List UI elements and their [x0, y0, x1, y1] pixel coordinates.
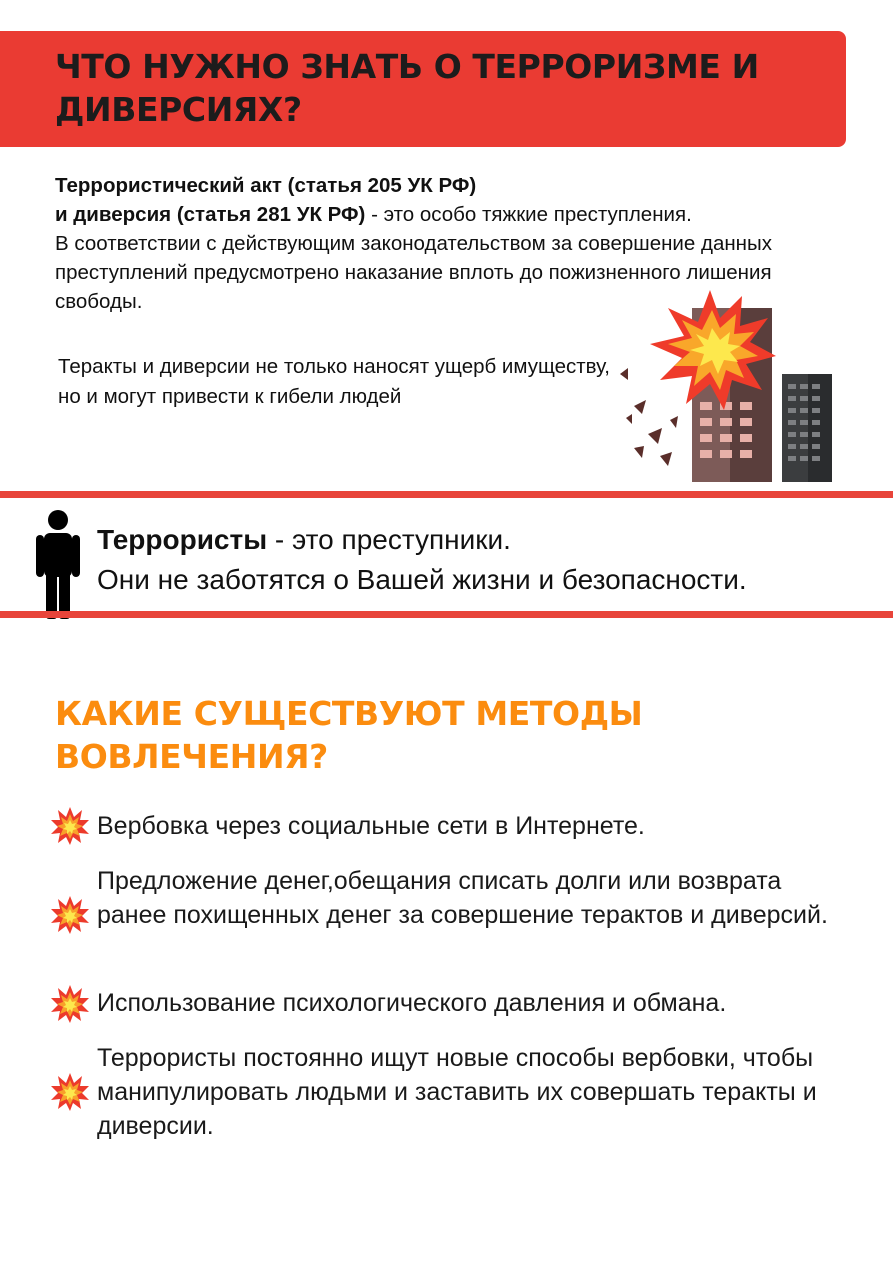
explosion-burst-icon	[50, 895, 90, 935]
intro-bold-line-2: и диверсия (статья 281 УК РФ)	[55, 203, 366, 226]
person-silhouette-icon	[36, 509, 80, 619]
warning-rest: - это преступники.	[267, 524, 511, 555]
warning-bold: Террористы	[97, 524, 268, 555]
list-item: Использование психологического давления и обмана.	[97, 989, 727, 1017]
exploding-buildings-illustration	[612, 288, 848, 488]
warning-statement	[97, 520, 887, 600]
page-title: ЧТО НУЖНО ЗНАТЬ О ТЕРРОРИЗМЕ И ДИВЕРСИЯХ?	[55, 47, 759, 129]
header-banner	[0, 31, 846, 147]
warning-line-2: Они не заботятся о Вашей жизни и безопасности.	[97, 564, 747, 595]
list-item: Террористы постоянно ищут новые способы вербовки, чтобы манипулировать людьми и заставить их совершать теракты и диверсии.	[97, 1044, 817, 1140]
list-item: Предложение денег,обещания списать долги или возврата ранее похищенных денег за совершение терактов и диверсий.	[97, 867, 828, 929]
methods-title-line-2: ВОВЛЕЧЕНИЯ?	[55, 737, 328, 776]
intro-bold-line-1: Террористический акт (статья 205 УК РФ)	[55, 174, 477, 197]
methods-title-line-1: КАКИЕ СУЩЕСТВУЮТ МЕТОДЫ	[55, 694, 643, 733]
list-item: Вербовка через социальные сети в Интернете.	[97, 812, 645, 840]
explosion-burst-icon	[50, 984, 90, 1024]
divider-bottom	[0, 611, 893, 618]
divider-top	[0, 491, 893, 498]
damage-note: Теракты и диверсии не только наносят ущерб имуществу, но и могут привести к гибели людей	[58, 355, 610, 408]
warning-line-1	[97, 520, 887, 560]
methods-title	[55, 692, 755, 778]
intro-rest-line-2: - это особо тяжкие преступления.	[365, 203, 692, 226]
intro-line-2	[55, 200, 855, 229]
explosion-burst-icon	[50, 806, 90, 846]
intro-body: В соответствии с действующим законодательством за совершение данных преступлений предусмотрено наказание вплоть до пожизненного лишения свободы.	[55, 232, 772, 313]
explosion-burst-icon	[50, 1072, 90, 1112]
